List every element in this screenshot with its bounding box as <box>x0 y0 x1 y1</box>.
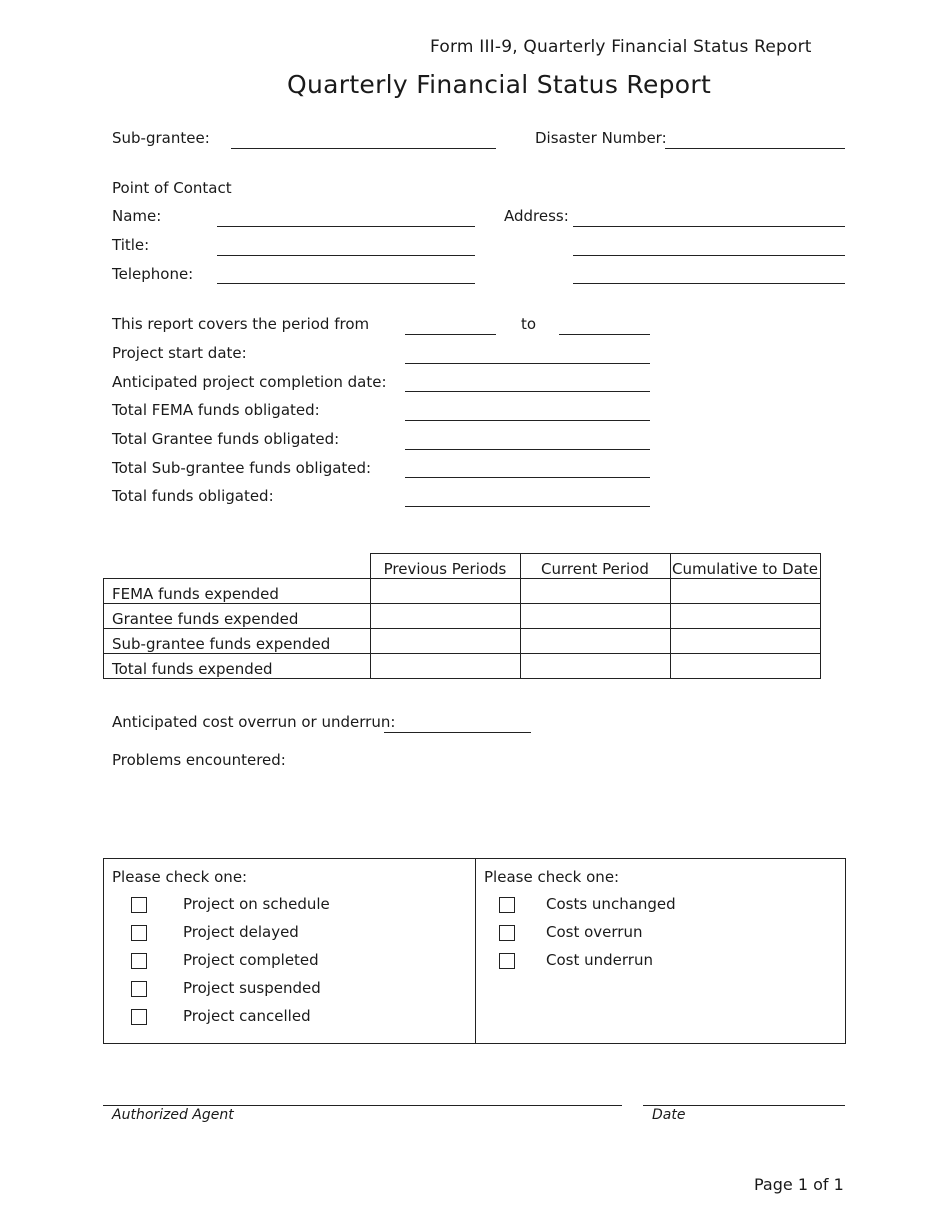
checkbox-on-schedule[interactable] <box>131 897 147 913</box>
option-label: Project delayed <box>183 923 299 941</box>
name-field[interactable] <box>217 226 475 227</box>
fema-obligated-label: Total FEMA funds obligated: <box>112 401 320 419</box>
start-date-label: Project start date: <box>112 344 247 362</box>
total-obligated-label: Total funds obligated: <box>112 487 274 505</box>
cost-check-panel <box>475 858 846 1044</box>
checkbox-completed[interactable] <box>131 953 147 969</box>
total-obligated-field[interactable] <box>405 506 650 507</box>
overrun-label: Anticipated cost overrun or underrun: <box>112 713 396 731</box>
title-label: Title: <box>112 236 150 254</box>
table-cell[interactable] <box>370 579 520 604</box>
column-header: Previous Periods <box>370 554 520 579</box>
period-to-field[interactable] <box>559 334 650 335</box>
table-header-row <box>104 554 821 579</box>
check-heading: Please check one: <box>112 868 248 886</box>
telephone-label: Telephone: <box>112 265 194 283</box>
table-cell[interactable] <box>370 629 520 654</box>
address-field-line-3[interactable] <box>573 283 845 284</box>
table-cell[interactable] <box>670 629 820 654</box>
subgrantee-label: Sub-grantee: <box>112 129 210 147</box>
grantee-obligated-field[interactable] <box>405 449 650 450</box>
table-row <box>104 654 821 679</box>
completion-date-label: Anticipated project completion date: <box>112 373 387 391</box>
option-label: Cost overrun <box>546 923 643 941</box>
address-field-line-2[interactable] <box>573 255 845 256</box>
checkbox-cost-underrun[interactable] <box>499 953 515 969</box>
subgrantee-obligated-label: Total Sub-grantee funds obligated: <box>112 459 372 477</box>
period-to-label: to <box>521 315 537 333</box>
table-cell[interactable] <box>520 604 670 629</box>
address-label: Address: <box>504 207 569 225</box>
start-date-field[interactable] <box>405 363 650 364</box>
subgrantee-obligated-field[interactable] <box>405 477 650 478</box>
checkbox-costs-unchanged[interactable] <box>499 897 515 913</box>
telephone-field[interactable] <box>217 283 475 284</box>
disaster-number-field[interactable] <box>665 148 845 149</box>
fema-obligated-field[interactable] <box>405 420 650 421</box>
table-cell[interactable] <box>520 579 670 604</box>
row-label: FEMA funds expended <box>104 579 371 604</box>
check-heading: Please check one: <box>484 868 620 886</box>
date-label: Date <box>652 1107 686 1123</box>
table-row <box>104 629 821 654</box>
option-label: Project completed <box>183 951 319 969</box>
authorized-agent-label: Authorized Agent <box>112 1107 234 1123</box>
disaster-number-label: Disaster Number: <box>535 129 667 147</box>
option-label: Project on schedule <box>183 895 330 913</box>
checkbox-suspended[interactable] <box>131 981 147 997</box>
option-label: Project suspended <box>183 979 321 997</box>
status-check-panel <box>103 858 476 1044</box>
address-field-line-1[interactable] <box>573 226 845 227</box>
point-of-contact-label: Point of Contact <box>112 179 232 197</box>
problems-label: Problems encountered: <box>112 751 286 769</box>
title-field[interactable] <box>217 255 475 256</box>
grantee-obligated-label: Total Grantee funds obligated: <box>112 430 340 448</box>
form-id: Form III-9, Quarterly Financial Status Report <box>430 37 812 57</box>
option-label: Costs unchanged <box>546 895 676 913</box>
table-cell[interactable] <box>670 604 820 629</box>
table-row <box>104 604 821 629</box>
table-cell[interactable] <box>670 654 820 679</box>
checkbox-cost-overrun[interactable] <box>499 925 515 941</box>
column-header: Current Period <box>520 554 670 579</box>
table-cell[interactable] <box>520 629 670 654</box>
name-label: Name: <box>112 207 162 225</box>
table-cell[interactable] <box>670 579 820 604</box>
row-label: Total funds expended <box>104 654 371 679</box>
authorized-agent-signature-line[interactable] <box>103 1105 622 1106</box>
expenditure-table <box>103 553 821 679</box>
page-title: Quarterly Financial Status Report <box>287 70 712 99</box>
option-label: Cost underrun <box>546 951 653 969</box>
subgrantee-field[interactable] <box>231 148 496 149</box>
checkbox-delayed[interactable] <box>131 925 147 941</box>
column-header: Cumulative to Date <box>670 554 820 579</box>
row-label: Sub-grantee funds expended <box>104 629 371 654</box>
checkbox-cancelled[interactable] <box>131 1009 147 1025</box>
table-cell[interactable] <box>370 654 520 679</box>
option-label: Project cancelled <box>183 1007 311 1025</box>
date-signature-line[interactable] <box>643 1105 845 1106</box>
period-from-label: This report covers the period from <box>112 315 370 333</box>
completion-date-field[interactable] <box>405 391 650 392</box>
table-row <box>104 579 821 604</box>
table-cell[interactable] <box>520 654 670 679</box>
overrun-field[interactable] <box>384 732 531 733</box>
page-number: Page 1 of 1 <box>754 1175 844 1194</box>
row-label: Grantee funds expended <box>104 604 371 629</box>
period-from-field[interactable] <box>405 334 496 335</box>
table-cell[interactable] <box>370 604 520 629</box>
